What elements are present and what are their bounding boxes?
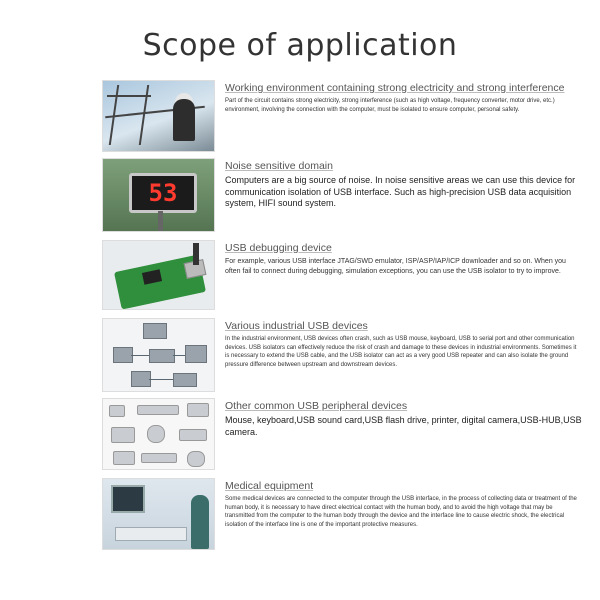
section-strong-interference	[102, 80, 582, 152]
page-title: Scope of application	[142, 28, 458, 63]
section-heading: Other common USB peripheral devices	[225, 400, 408, 412]
medical-room-image	[102, 478, 215, 550]
industrial-network-image	[102, 318, 215, 392]
section-usb-debugging	[102, 240, 582, 310]
usb-peripherals-image	[102, 398, 215, 470]
section-heading: Medical equipment	[225, 480, 314, 492]
section-text: Computers are a big source of noise. In noise sensitive areas we can use this device for communication isolation of USB interface. Such as high-precision USB data acquisition system, HIFI sound system.	[225, 175, 576, 208]
section-heading: USB debugging device	[225, 242, 332, 254]
section-heading: Working environment containing strong electricity and strong interference	[225, 82, 565, 94]
section-text: In the industrial environment, USB devices often crash, such as USB mouse, keyboard, USB to serial port and other communication devices. USB isolators can effectively reduce the risk of crash and damage to these devices in industrial environments. Sometimes it is necessary to extend the USB cable, and the USB isolator can act as a very good USB repeater and can also isolate the ground pressure difference between upstream and downstream devices.	[225, 336, 577, 368]
section-text: Mouse, keyboard,USB sound card,USB flash drive, printer, digital camera,USB-HUB,USB camera.	[225, 415, 582, 437]
section-text: Part of the circuit contains strong electricity, strong interference (such as high voltage, frequency converter, motor drive, etc.) environment, involving the connection with the computer, must be isolated to ensure computer, personal safety.	[225, 98, 555, 113]
section-heading: Noise sensitive domain	[225, 160, 333, 172]
usb-debug-board-image	[102, 240, 215, 310]
section-text: Some medical devices are connected to the computer through the USB interface, in the process of collecting data or treatment of the human body, it is necessary to have direct electrical contact with the human body, and to avoid the high voltage that may be transmitted from the computer to the human body through the device and the interface line to cause electric shock, the electrical isolation of the interface line is one of the important protective measures.	[225, 496, 577, 528]
led-noise-meter-image	[102, 158, 215, 232]
section-industrial-usb	[102, 318, 582, 392]
section-heading: Various industrial USB devices	[225, 320, 368, 332]
section-usb-peripherals	[102, 398, 582, 470]
section-noise-sensitive	[102, 158, 582, 232]
noise-meter-display: 53	[129, 173, 197, 213]
section-medical-equipment	[102, 478, 582, 550]
power-line-worker-image	[102, 80, 215, 152]
section-text: For example, various USB interface JTAG/SWD emulator, ISP/ASP/IAP/ICP downloader and so on. When you often fail to connect during debugging, simulation exceptions, you can use the USB isolator to try to improve.	[225, 258, 566, 275]
